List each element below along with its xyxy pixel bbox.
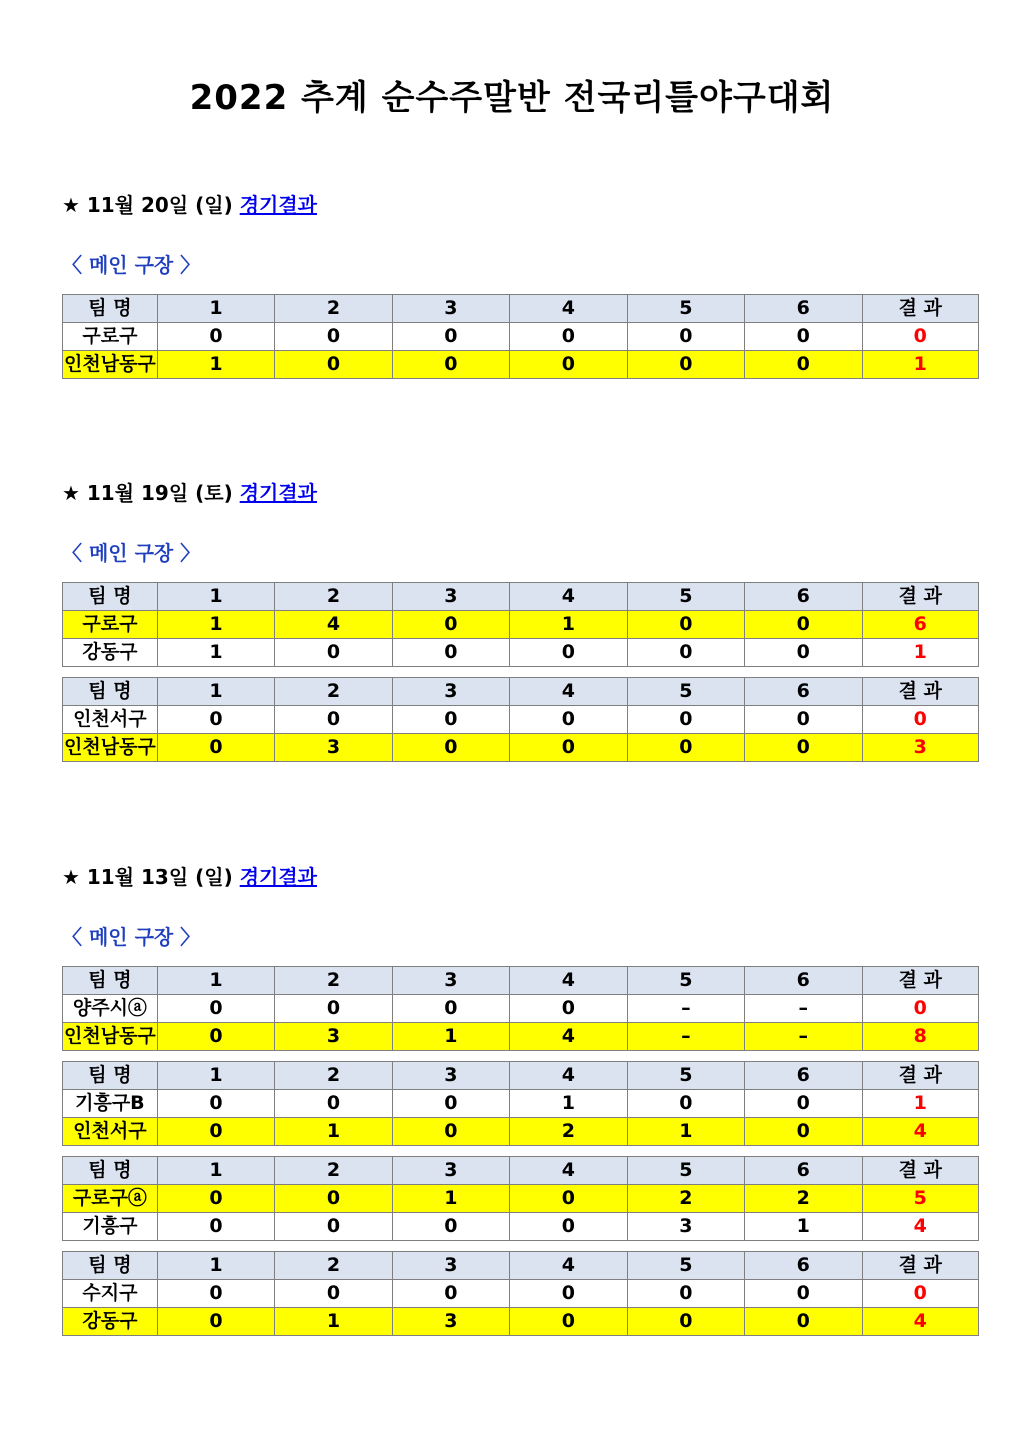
inning-header: 5 xyxy=(627,1157,744,1185)
inning-score: 0 xyxy=(745,639,862,667)
inning-header: 5 xyxy=(627,583,744,611)
inning-score: 0 xyxy=(510,351,627,379)
inning-score: 1 xyxy=(745,1213,862,1241)
team-row xyxy=(63,1213,979,1241)
day-section xyxy=(62,478,979,772)
date-label: ★ 11월 13일 (일) xyxy=(62,865,233,889)
inning-score: 0 xyxy=(275,1280,392,1308)
inning-score: 0 xyxy=(392,1280,509,1308)
inning-score: 0 xyxy=(392,706,509,734)
day-section xyxy=(62,190,979,389)
venue-label: 〈 메인 구장 〉 xyxy=(62,253,201,277)
total-score: 4 xyxy=(862,1118,979,1146)
inning-score: 0 xyxy=(627,351,744,379)
inning-score: 0 xyxy=(157,1118,274,1146)
result-header: 결 과 xyxy=(862,583,979,611)
team-row xyxy=(63,1023,979,1051)
score-table xyxy=(62,1156,979,1241)
team-name: 인천남동구 xyxy=(63,734,158,762)
inning-header: 4 xyxy=(510,295,627,323)
score-table xyxy=(62,1061,979,1146)
inning-score: 0 xyxy=(275,1090,392,1118)
team-row xyxy=(63,639,979,667)
inning-score: 0 xyxy=(157,706,274,734)
header-row xyxy=(63,295,979,323)
team-name: 구로구 xyxy=(63,323,158,351)
inning-score: 0 xyxy=(157,1185,274,1213)
date-label: ★ 11월 20일 (일) xyxy=(62,193,233,217)
inning-score: 0 xyxy=(510,995,627,1023)
inning-score: 1 xyxy=(275,1118,392,1146)
inning-header: 2 xyxy=(275,967,392,995)
inning-score: 0 xyxy=(275,351,392,379)
inning-score: 0 xyxy=(392,1090,509,1118)
header-row xyxy=(63,678,979,706)
inning-header: 5 xyxy=(627,967,744,995)
inning-header: 2 xyxy=(275,1062,392,1090)
inning-score: 0 xyxy=(510,639,627,667)
inning-header: 6 xyxy=(745,1157,862,1185)
inning-score: 0 xyxy=(392,611,509,639)
inning-header: 4 xyxy=(510,967,627,995)
inning-score: – xyxy=(627,995,744,1023)
inning-header: 1 xyxy=(157,1157,274,1185)
inning-header: 5 xyxy=(627,1252,744,1280)
team-row xyxy=(63,1118,979,1146)
games-container xyxy=(62,582,979,762)
inning-score: 0 xyxy=(275,639,392,667)
team-name: 인천남동구 xyxy=(63,1023,158,1051)
inning-header: 3 xyxy=(392,967,509,995)
inning-score: 0 xyxy=(745,323,862,351)
team-row xyxy=(63,611,979,639)
team-row xyxy=(63,1185,979,1213)
result-header: 결 과 xyxy=(862,678,979,706)
inning-header: 6 xyxy=(745,678,862,706)
team-name: 기흥구 xyxy=(63,1213,158,1241)
team-row xyxy=(63,1280,979,1308)
total-score: 0 xyxy=(862,995,979,1023)
inning-header: 3 xyxy=(392,583,509,611)
inning-header: 2 xyxy=(275,678,392,706)
header-row xyxy=(63,1062,979,1090)
team-row xyxy=(63,351,979,379)
inning-header: 6 xyxy=(745,967,862,995)
inning-score: 0 xyxy=(157,1213,274,1241)
header-row xyxy=(63,967,979,995)
inning-score: 1 xyxy=(157,611,274,639)
inning-score: 0 xyxy=(627,734,744,762)
header-row xyxy=(63,1157,979,1185)
inning-header: 5 xyxy=(627,678,744,706)
inning-score: 3 xyxy=(392,1308,509,1336)
inning-score: 0 xyxy=(627,1280,744,1308)
team-header: 팀 명 xyxy=(63,967,158,995)
inning-score: 0 xyxy=(392,1118,509,1146)
inning-header: 6 xyxy=(745,1252,862,1280)
inning-score: 0 xyxy=(392,1213,509,1241)
inning-header: 3 xyxy=(392,1062,509,1090)
inning-score: 3 xyxy=(275,1023,392,1051)
results-link[interactable]: 경기결과 xyxy=(239,865,317,889)
header-row xyxy=(63,1252,979,1280)
inning-score: 2 xyxy=(627,1185,744,1213)
results-link[interactable]: 경기결과 xyxy=(239,193,317,217)
team-header: 팀 명 xyxy=(63,295,158,323)
score-table xyxy=(62,966,979,1051)
inning-score: 0 xyxy=(510,734,627,762)
team-row xyxy=(63,1090,979,1118)
team-row xyxy=(63,734,979,762)
date-heading xyxy=(62,190,979,220)
team-row xyxy=(63,1308,979,1336)
score-table xyxy=(62,1251,979,1336)
inning-score: 0 xyxy=(510,323,627,351)
inning-score: 0 xyxy=(392,995,509,1023)
team-name: 기흥구B xyxy=(63,1090,158,1118)
inning-score: 4 xyxy=(275,611,392,639)
inning-score: 0 xyxy=(275,995,392,1023)
inning-score: – xyxy=(745,995,862,1023)
score-table xyxy=(62,582,979,667)
total-score: 1 xyxy=(862,351,979,379)
results-link[interactable]: 경기결과 xyxy=(239,481,317,505)
inning-score: 1 xyxy=(157,351,274,379)
team-name: 강동구 xyxy=(63,1308,158,1336)
inning-score: – xyxy=(627,1023,744,1051)
header-row xyxy=(63,583,979,611)
inning-score: 0 xyxy=(627,706,744,734)
inning-score: 0 xyxy=(510,1185,627,1213)
inning-score: 0 xyxy=(745,1308,862,1336)
games-container xyxy=(62,966,979,1336)
team-name: 양주시ⓐ xyxy=(63,995,158,1023)
inning-score: 0 xyxy=(745,1118,862,1146)
team-row xyxy=(63,706,979,734)
total-score: 0 xyxy=(862,323,979,351)
team-name: 구로구 xyxy=(63,611,158,639)
inning-score: 0 xyxy=(745,1090,862,1118)
inning-header: 1 xyxy=(157,1062,274,1090)
inning-header: 4 xyxy=(510,1062,627,1090)
inning-header: 6 xyxy=(745,583,862,611)
inning-header: 4 xyxy=(510,1252,627,1280)
total-score: 5 xyxy=(862,1185,979,1213)
inning-header: 3 xyxy=(392,678,509,706)
total-score: 1 xyxy=(862,639,979,667)
inning-score: 0 xyxy=(157,323,274,351)
total-score: 3 xyxy=(862,734,979,762)
inning-score: 1 xyxy=(275,1308,392,1336)
inning-score: 0 xyxy=(157,734,274,762)
inning-score: 1 xyxy=(510,611,627,639)
inning-score: 1 xyxy=(392,1185,509,1213)
team-name: 구로구ⓐ xyxy=(63,1185,158,1213)
inning-score: 0 xyxy=(275,323,392,351)
inning-score: 0 xyxy=(157,1090,274,1118)
page-title: 2022 추계 순수주말반 전국리틀야구대회 xyxy=(189,78,835,118)
inning-header: 1 xyxy=(157,967,274,995)
inning-score: 0 xyxy=(392,639,509,667)
total-score: 8 xyxy=(862,1023,979,1051)
score-table xyxy=(62,677,979,762)
team-header: 팀 명 xyxy=(63,678,158,706)
games-container xyxy=(62,294,979,379)
result-header: 결 과 xyxy=(862,295,979,323)
inning-header: 3 xyxy=(392,1157,509,1185)
inning-header: 2 xyxy=(275,295,392,323)
inning-score: 0 xyxy=(627,611,744,639)
inning-score: 0 xyxy=(745,351,862,379)
inning-header: 4 xyxy=(510,583,627,611)
inning-header: 3 xyxy=(392,1252,509,1280)
inning-header: 1 xyxy=(157,1252,274,1280)
inning-header: 2 xyxy=(275,1157,392,1185)
inning-header: 6 xyxy=(745,295,862,323)
result-header: 결 과 xyxy=(862,967,979,995)
inning-score: 1 xyxy=(392,1023,509,1051)
inning-score: 3 xyxy=(275,734,392,762)
inning-score: – xyxy=(745,1023,862,1051)
inning-score: 2 xyxy=(745,1185,862,1213)
total-score: 0 xyxy=(862,1280,979,1308)
inning-header: 5 xyxy=(627,1062,744,1090)
inning-header: 2 xyxy=(275,1252,392,1280)
inning-score: 1 xyxy=(157,639,274,667)
team-header: 팀 명 xyxy=(63,1157,158,1185)
team-name: 인천남동구 xyxy=(63,351,158,379)
inning-score: 0 xyxy=(275,1213,392,1241)
date-heading xyxy=(62,862,979,892)
inning-header: 4 xyxy=(510,1157,627,1185)
total-score: 1 xyxy=(862,1090,979,1118)
team-header: 팀 명 xyxy=(63,583,158,611)
inning-score: 1 xyxy=(510,1090,627,1118)
date-heading xyxy=(62,478,979,508)
inning-header: 5 xyxy=(627,295,744,323)
team-row xyxy=(63,323,979,351)
venue-label: 〈 메인 구장 〉 xyxy=(62,925,201,949)
inning-score: 1 xyxy=(627,1118,744,1146)
score-table xyxy=(62,294,979,379)
inning-score: 4 xyxy=(510,1023,627,1051)
team-name: 인천서구 xyxy=(63,1118,158,1146)
inning-header: 1 xyxy=(157,678,274,706)
inning-header: 1 xyxy=(157,295,274,323)
inning-score: 0 xyxy=(627,1090,744,1118)
total-score: 4 xyxy=(862,1213,979,1241)
inning-score: 0 xyxy=(157,1280,274,1308)
inning-score: 0 xyxy=(275,1185,392,1213)
inning-score: 0 xyxy=(745,734,862,762)
inning-header: 6 xyxy=(745,1062,862,1090)
inning-header: 3 xyxy=(392,295,509,323)
inning-score: 0 xyxy=(392,323,509,351)
inning-header: 2 xyxy=(275,583,392,611)
total-score: 0 xyxy=(862,706,979,734)
inning-header: 4 xyxy=(510,678,627,706)
total-score: 6 xyxy=(862,611,979,639)
team-header: 팀 명 xyxy=(63,1062,158,1090)
inning-score: 0 xyxy=(157,1023,274,1051)
inning-score: 0 xyxy=(392,734,509,762)
date-label: ★ 11월 19일 (토) xyxy=(62,481,233,505)
inning-score: 0 xyxy=(745,611,862,639)
inning-score: 0 xyxy=(510,706,627,734)
total-score: 4 xyxy=(862,1308,979,1336)
team-row xyxy=(63,995,979,1023)
team-name: 강동구 xyxy=(63,639,158,667)
inning-score: 0 xyxy=(627,1308,744,1336)
day-section xyxy=(62,862,979,1346)
inning-score: 0 xyxy=(627,323,744,351)
result-header: 결 과 xyxy=(862,1252,979,1280)
team-header: 팀 명 xyxy=(63,1252,158,1280)
team-name: 인천서구 xyxy=(63,706,158,734)
inning-score: 0 xyxy=(275,706,392,734)
inning-header: 1 xyxy=(157,583,274,611)
inning-score: 0 xyxy=(745,1280,862,1308)
inning-score: 0 xyxy=(392,351,509,379)
inning-score: 0 xyxy=(157,1308,274,1336)
inning-score: 2 xyxy=(510,1118,627,1146)
inning-score: 0 xyxy=(627,639,744,667)
inning-score: 0 xyxy=(510,1213,627,1241)
inning-score: 0 xyxy=(745,706,862,734)
inning-score: 0 xyxy=(510,1308,627,1336)
result-header: 결 과 xyxy=(862,1062,979,1090)
inning-score: 3 xyxy=(627,1213,744,1241)
venue-label: 〈 메인 구장 〉 xyxy=(62,541,201,565)
team-name: 수지구 xyxy=(63,1280,158,1308)
inning-score: 0 xyxy=(157,995,274,1023)
result-header: 결 과 xyxy=(862,1157,979,1185)
inning-score: 0 xyxy=(510,1280,627,1308)
